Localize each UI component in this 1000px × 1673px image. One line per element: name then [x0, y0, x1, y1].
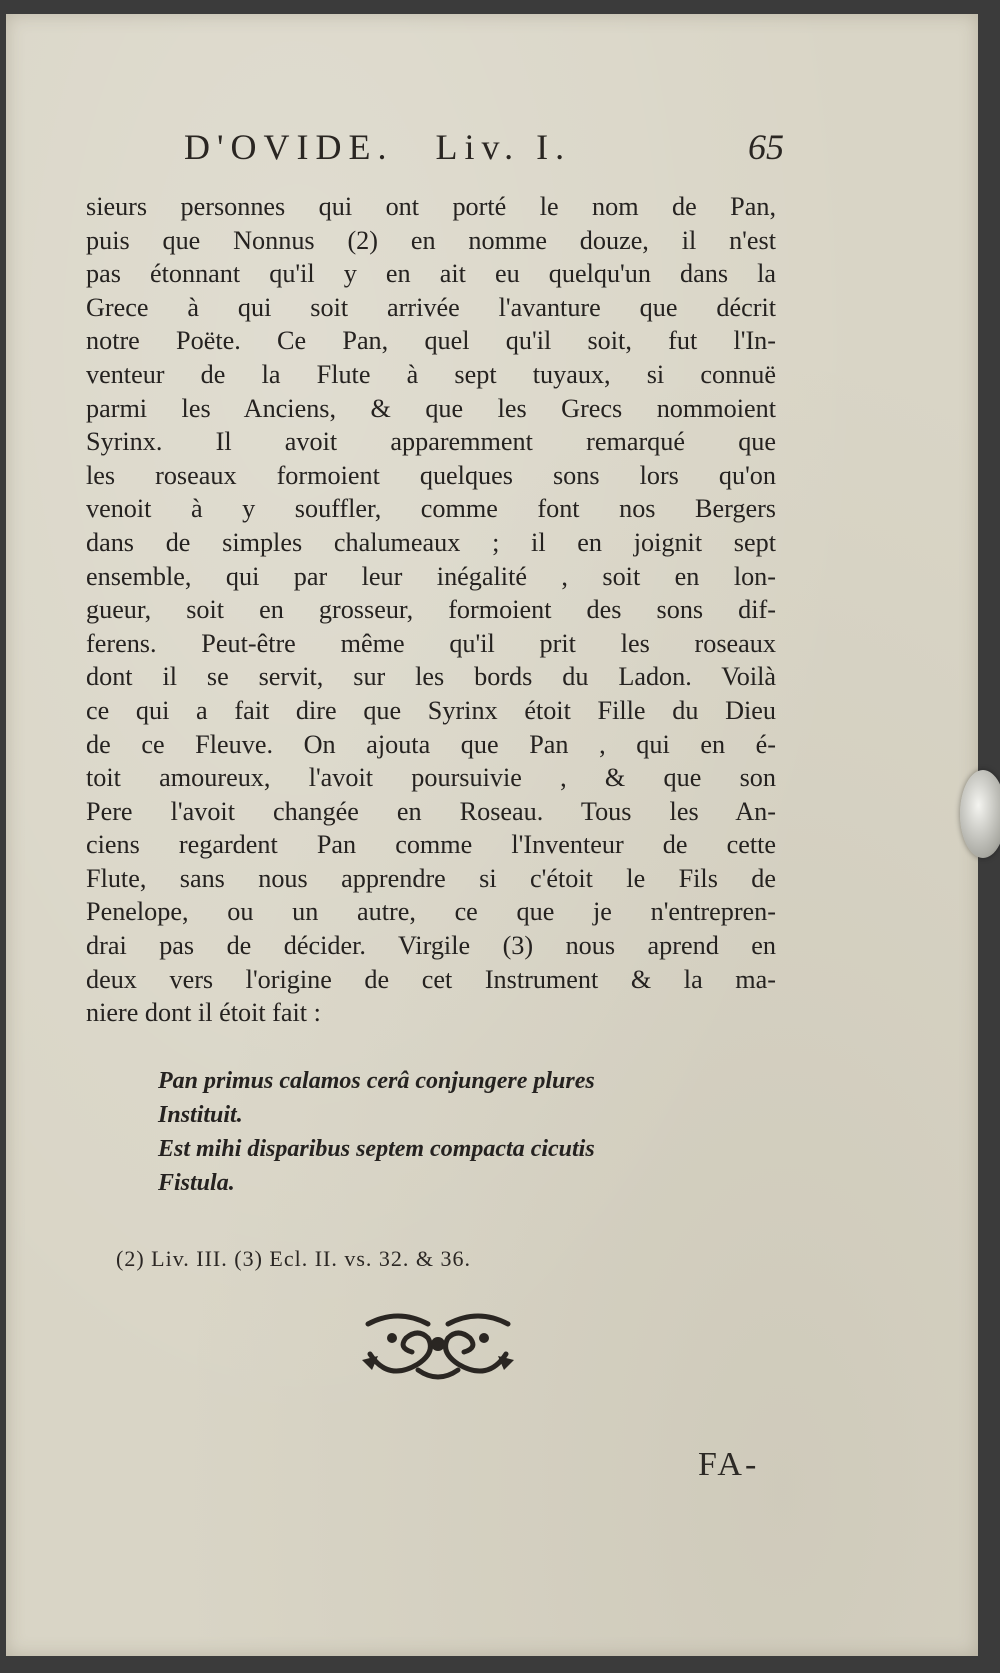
- text-line: Flute, sans nous apprendre si c'étoit le Fils de: [86, 863, 776, 893]
- text-line: venteur de la Flute à sept tuyaux, si connuë: [86, 359, 776, 389]
- text-line: ciens regardent Pan comme l'Inventeur de cette: [86, 830, 776, 860]
- text-line: dont il se servit, sur les bords du Ladon. Voilà: [86, 662, 776, 692]
- page-number: 65: [748, 127, 784, 167]
- catchword: FA-: [698, 1446, 760, 1483]
- footnote: (2) Liv. III. (3) Ecl. II. vs. 32. & 36.: [116, 1246, 472, 1271]
- text-line: ensemble, qui par leur inégalité , soit en lon-: [86, 561, 776, 591]
- text-line: les roseaux formoient quelques sons lors qu'on: [86, 460, 776, 490]
- body-text: [86, 190, 776, 1030]
- ornament-icon: [358, 1304, 518, 1384]
- text-line: puis que Nonnus (2) en nomme douze, il n'est: [86, 225, 776, 255]
- verse-line: Instituit.: [158, 1102, 243, 1128]
- text-line: venoit à y souffler, comme font nos Bergers: [86, 494, 776, 524]
- text-line: sieurs personnes qui ont porté le nom de Pan,: [86, 192, 776, 221]
- text-line: parmi les Anciens, & que les Grecs nommoient: [86, 393, 776, 423]
- text-line: dans de simples chalumeaux ; il en joignit sept: [86, 527, 776, 557]
- text-line: ce qui a fait dire que Syrinx étoit Fille du Dieu: [86, 695, 776, 725]
- text-line: deux vers l'origine de cet Instrument & la ma-: [86, 964, 776, 994]
- text-line: gueur, soit en grosseur, formoient des sons dif-: [86, 595, 776, 625]
- verse-line: Est mihi disparibus septem compacta cicutis: [158, 1136, 595, 1162]
- text-line: Syrinx. Il avoit apparemment remarqué que: [86, 427, 776, 457]
- text-line: Grece à qui soit arrivée l'avanture que décrit: [86, 292, 776, 322]
- text-line: Pere l'avoit changée en Roseau. Tous les An-: [86, 796, 776, 826]
- text-line: drai pas de décider. Virgile (3) nous aprend en: [86, 931, 776, 961]
- text-line: niere dont il étoit fait :: [86, 998, 321, 1028]
- text-line: ferens. Peut-être même qu'il prit les roseaux: [86, 628, 776, 658]
- page-clip-icon: [960, 770, 1000, 858]
- text-line: notre Poëte. Ce Pan, quel qu'il soit, fut l'In-: [86, 326, 776, 356]
- header-title: D'OVIDE.: [184, 127, 394, 167]
- verse-line: Fistula.: [158, 1170, 235, 1196]
- running-header: [184, 126, 784, 168]
- header-book: Liv. I.: [435, 127, 572, 167]
- text-line: de ce Fleuve. On ajouta que Pan , qui en é-: [86, 729, 776, 759]
- text-line: toit amoureux, l'avoit poursuivie , & que son: [86, 763, 776, 793]
- text-line: Penelope, ou un autre, ce que je n'entrepren-: [86, 897, 776, 927]
- text-line: pas étonnant qu'il y en ait eu quelqu'un dans la: [86, 259, 776, 289]
- latin-verse: [158, 1064, 758, 1200]
- book-page: [6, 14, 978, 1656]
- verse-line: Pan primus calamos cerâ conjungere plures: [158, 1068, 595, 1094]
